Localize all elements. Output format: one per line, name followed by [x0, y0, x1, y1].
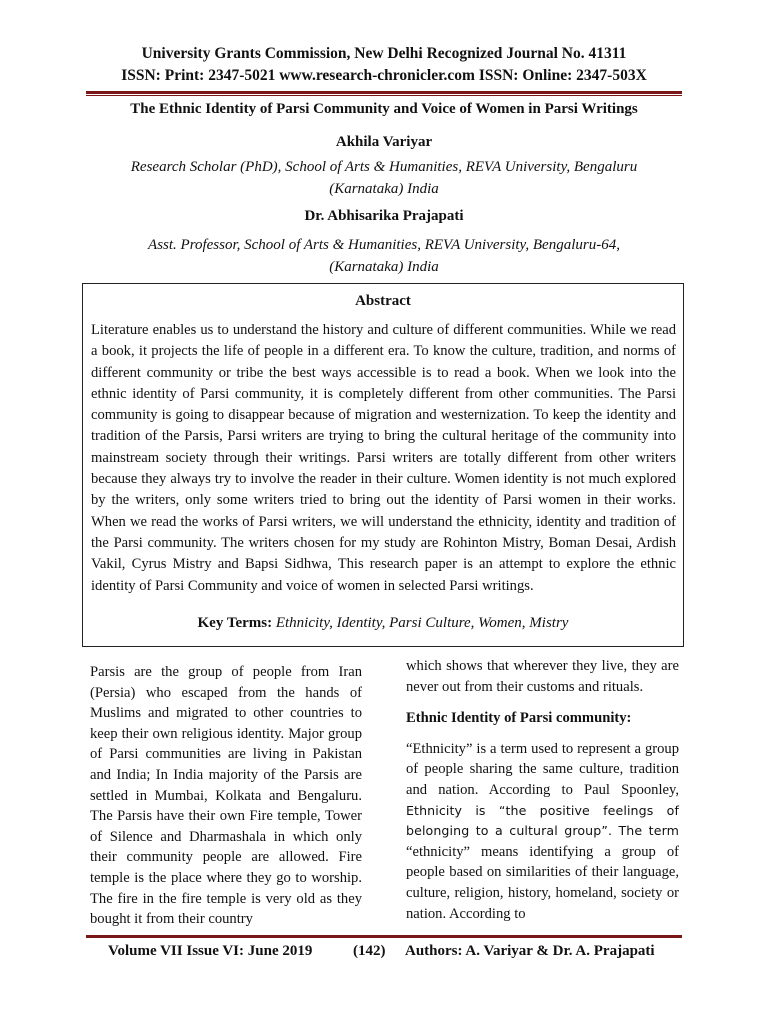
author-2-affiliation: Asst. Professor, School of Arts & Humanities, REVA University, Bengaluru-64, (Karnataka) India [148, 237, 620, 275]
abstract-box [82, 283, 684, 647]
journal-header-line-2: ISSN: Print: 2347-5021 www.research-chronicler.com ISSN: Online: 2347-503X [121, 67, 647, 84]
left-column-text: Parsis are the group of people from Iran (Persia) who escaped from the hands of Muslims and migrated to other countries to keep their own religious identity. Major group of Parsi communities are living in Pakistan and India; In India majority of the Parsis are settled in Mumbai, Kolkata and Bengaluru. The Parsis have their own Fire temple, Tower of Silence and Dharmashala in which only their community people are allowed. Fire temple is the place where they go to worship. The fire in the fire temple is very old as they bought it from their country [90, 664, 362, 928]
right-column [406, 656, 679, 924]
author-1-affiliation: Research Scholar (PhD), School of Arts & Humanities, REVA University, Bengaluru (Karnataka) India [130, 159, 638, 197]
author-1-name: Akhila Variyar [335, 134, 433, 150]
abstract-heading: Abstract [355, 293, 411, 309]
right-column-paragraph [406, 739, 679, 924]
journal-header-line-1: University Grants Commission, New Delhi Recognized Journal No. 41311 [141, 45, 627, 62]
footer-rule [86, 935, 682, 938]
footer-volume: Volume VII Issue VI: June 2019 [108, 943, 313, 959]
paragraph-end: “ethnicity” means identifying a group of people based on similarities of their language, culture, religion, history, homeland, society or nation. According to [406, 843, 679, 922]
right-column-intro: which shows that wherever they live, they are never out from their customs and rituals. [406, 658, 679, 695]
section-heading: Ethnic Identity of Parsi community: [406, 710, 632, 727]
header-rule [86, 91, 682, 94]
footer-authors: Authors: A. Variyar & Dr. A. Prajapati [405, 943, 655, 959]
abstract-text: Literature enables us to understand the history and culture of different communities. While we read a book, it projects the life of people in a different era. To know the culture, tradition, and norms of different community or tribe the best ways accessible is to read a book. When we look into the ethnic identity of Parsi community, it is completely different from other communities. The Parsi community is going to disappear because of migration and westernization. To keep the identity and tradition of the Parsis, Parsi writers are trying to bring the cultural heritage of the community into mainstream society through their writings. Parsi writers are totally different from other writers because they always try to involve the reader in their culture. Women identity is not much explored by the writers, only some writers tried to bring out the identity of Parsi women in their works. When we read the works of Parsi writers, we will understand the ethnicity, identity and tradition of the Parsi community. The writers chosen for my study are Rohinton Mistry, Boman Desai, Ardish Vakil, Cyrus Mistry and Bapsi Sidhwa, This research paper is an attempt to explore the ethnic identity of Parsi Community and voice of women in selected Parsi writings. [91, 322, 676, 594]
article-title: The Ethnic Identity of Parsi Community and Voice of Women in Parsi Writings [130, 101, 638, 117]
key-terms-label: Key Terms: [197, 615, 273, 631]
footer-page-number: (142) [353, 943, 386, 959]
header-rule-thin [86, 95, 682, 96]
key-terms-value: Ethnicity, Identity, Parsi Culture, Women, Mistry [275, 615, 569, 631]
paragraph-start: “Ethnicity” is a term used to represent a group of people sharing the same culture, tradition and nation. According to Paul Spoonley, [406, 740, 679, 798]
key-terms [83, 615, 683, 632]
paragraph-quote: Ethnicity is “the positive feelings of belonging to a cultural group”. The term [406, 802, 679, 839]
author-2-name: Dr. Abhisarika Prajapati [304, 208, 464, 224]
